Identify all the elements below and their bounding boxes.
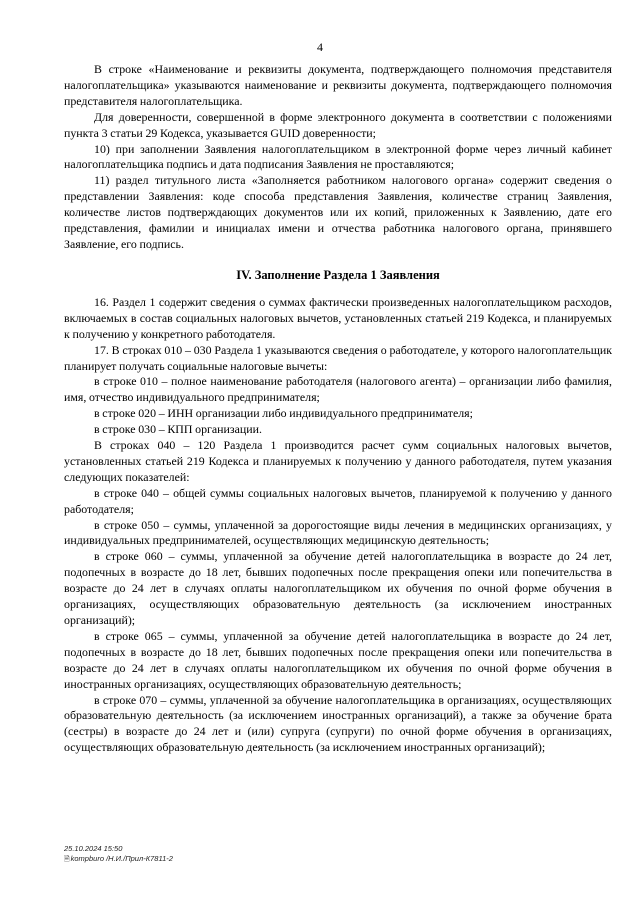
paragraph: 16. Раздел 1 содержит сведения о суммах фактически произведенных налогоплательщиком расходов, включаемых в состав социальных налоговых вычетов, установленных статьей 219 Кодекса, и планируемых к получению у конкретного работодателя.: [64, 294, 612, 341]
paragraph: в строке 030 – КПП организации.: [94, 422, 262, 437]
paragraph: в строке 060 – суммы, уплаченной за обучение детей налогоплательщика в возрасте до 24 лет, подопечных в возрасте до 18 лет, бывших подопечных после прекращения опеки или попечительства в возрасте до 24 лет в случаях оплаты налогоплательщиком их обучения по очной форме обучения в организациях, осуществляющих образовательную деятельность (за исключением иностранных организаций);: [64, 549, 612, 627]
document-icon: 🗎: [64, 856, 70, 863]
paragraph: в строке 010 – полное наименование работодателя (налогового агента) – организации либо фамилия, имя, отчество индивидуального предпринимателя;: [64, 374, 612, 405]
footer: [64, 844, 173, 865]
paragraph: 10) при заполнении Заявления налогоплательщиком в электронной форме через личный кабинет налогоплательщика подпись и дата подписания Заявления не проставляются;: [64, 141, 612, 172]
paragraph: Для доверенности, совершенной в форме электронного документа в соответствии с положениями пункта 3 статьи 29 Кодекса, указывается GUID доверенности;: [64, 109, 612, 140]
paragraph: В строках 040 – 120 Раздела 1 производится расчет сумм социальных налоговых вычетов, установленных статьей 219 Кодекса и планируемых к получению у данного работодателя, путем указания следующих показателей:: [64, 438, 612, 484]
paragraph: в строке 050 – суммы, уплаченной за дорогостоящие виды лечения в медицинских организациях, у индивидуальных предпринимателей, осуществляющих медицинскую деятельность;: [64, 517, 612, 548]
footer-timestamp: 25.10.2024 15:50: [64, 844, 123, 853]
paragraph: в строке 065 – суммы, уплаченной за обучение детей налогоплательщика в возрасте до 24 лет, подопечных в возрасте до 18 лет, бывших подопечных после прекращения опеки или попечительства в возрасте до 24 лет в случаях оплаты налогоплательщиком их обучения по очной форме обучения в иностранных организациях, осуществляющих образовательную деятельность;: [64, 628, 612, 691]
footer-reference-line: [64, 854, 173, 865]
paragraph: 17. В строках 010 – 030 Раздела 1 указываются сведения о работодателе, у которого налогоплательщик планирует получать социальные налоговые вычеты:: [64, 342, 612, 373]
paragraph: в строке 020 – ИНН организации либо индивидуального предпринимателя;: [94, 406, 473, 421]
paragraph: в строке 070 – суммы, уплаченной за обучение налогоплательщика в организациях, осуществляющих образовательную деятельность (за исключением иностранных организаций), а также за обучение брата (сестры) в возрасте до 24 лет и (или) супруга (супруги) по очной форме обучения в организациях, осуществляющих образовательную деятельность (за исключением иностранных организаций);: [64, 692, 612, 755]
section-heading: IV. Заполнение Раздела 1 Заявления: [236, 267, 440, 282]
paragraph: 11) раздел титульного листа «Заполняется работником налогового органа» содержит сведения о представлении Заявления: коде способа представления Заявления, количестве страниц Заявления, количестве листов подтверждающих документов или их копий, приложенных к Заявлению, дате его представления, фамилии и инициалах имени и отчества работника налогового органа, принявшего Заявление, его подпись.: [64, 173, 612, 251]
document-body: [64, 62, 612, 756]
footer-reference: kompburo /Н.И./Прил-К7811-2: [70, 854, 173, 863]
paragraph: В строке «Наименование и реквизиты документа, подтверждающего полномочия представителя налогоплательщика» указываются наименование и реквизиты документа, подтверждающего полномочия представителя налогоплательщика.: [64, 62, 612, 108]
paragraph: в строке 040 – общей суммы социальных налоговых вычетов, планируемой к получению у данного работодателя;: [64, 485, 612, 516]
page-number: 4: [317, 40, 323, 54]
